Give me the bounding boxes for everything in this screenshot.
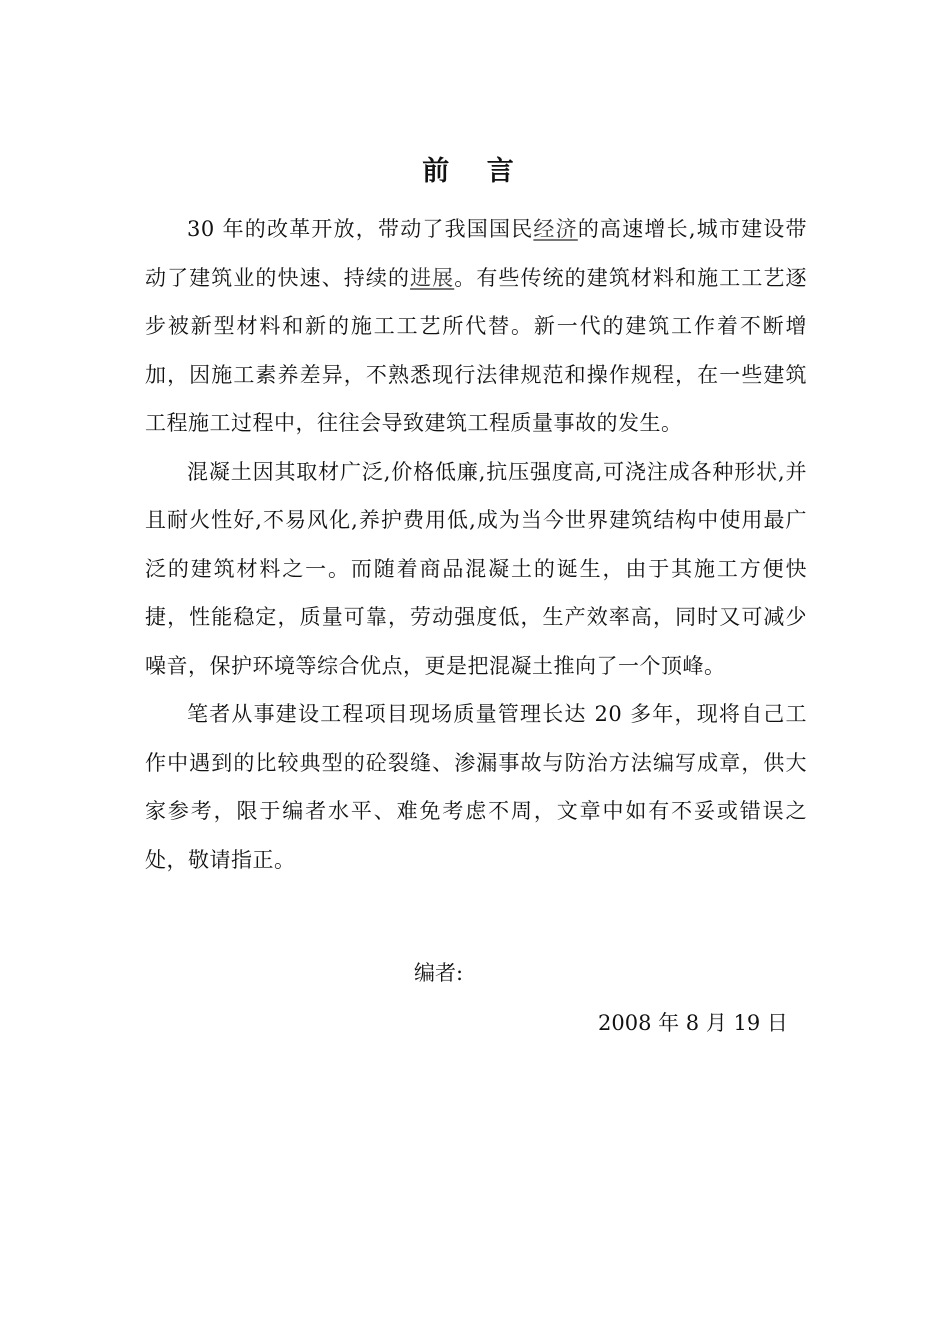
paragraph-3	[145, 690, 807, 884]
paragraph-text: 笔者从事建设工程项目现场质量管理长达 20 多年，现将自己工作中遇到的比较典型的砼裂缝、渗漏事故与防治方法编写成章，供大家参考，限于编者水平、难免考虑不周，文章中如有不妥或错误之处，敬请指正。	[145, 702, 807, 872]
paragraph-text: 的高速增长,城市建设带动了建筑业的快速、持续的	[145, 217, 807, 290]
page-title: 前 言	[422, 156, 528, 187]
paragraph-2	[145, 448, 807, 691]
editor-label: 编者:	[414, 961, 464, 985]
body-text	[145, 205, 807, 884]
paragraph-text: 混凝土因其取材广泛,价格低廉,抗压强度高,可浇注成各种形状,并且耐火性好,不易风化,养护费用低,成为当今世界建筑结构中使用最广泛的建筑材料之一。而随着商品混凝土的诞生，由于其施工方便快捷，性能稳定，质量可靠，劳动强度低，生产效率高，同时又可减少噪音，保护环境等综合优点，更是把混凝土推向了一个顶峰。	[145, 459, 807, 678]
paragraph-text: 30 年的改革开放，带动了我国国民	[187, 217, 534, 241]
paragraph-1	[145, 205, 807, 448]
signature-date: 2008 年 8 月 19 日	[598, 1011, 788, 1035]
paragraph-text: 。有些传统的建筑材料和施工工艺逐步被新型材料和新的施工工艺所代替。新一代的建筑工作着不断增加，因施工素养差异，不熟悉现行法律规范和操作规程，在一些建筑工程施工过程中，往往会导致建筑工程质量事故的发生。	[145, 265, 808, 435]
underlined-term: 进展	[410, 265, 455, 290]
underlined-term: 经济	[533, 217, 578, 241]
